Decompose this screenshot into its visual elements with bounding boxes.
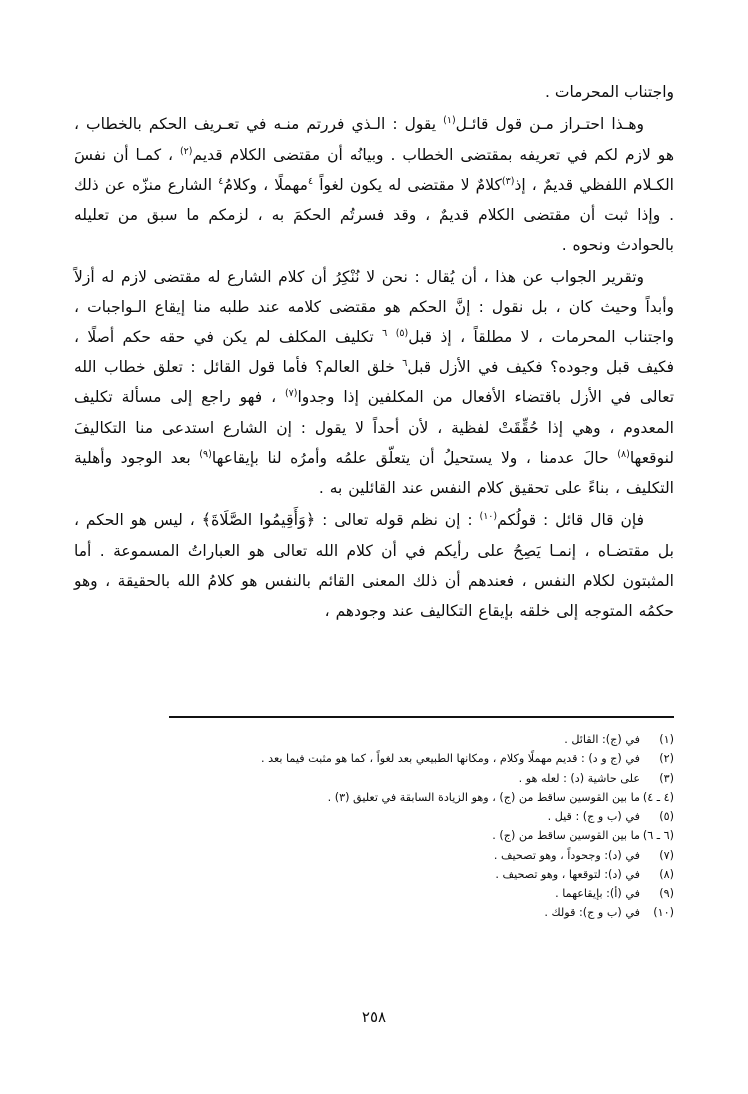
footnote-item bbox=[74, 846, 674, 865]
footnote-item bbox=[74, 807, 674, 826]
footnote-item bbox=[74, 730, 674, 749]
footnote-number: (٥) bbox=[659, 810, 674, 824]
footnote-item bbox=[74, 826, 674, 845]
footnote-item bbox=[74, 884, 674, 903]
footnote-text: في (ج): القائل . bbox=[564, 733, 640, 746]
footnote-number: (١) bbox=[659, 733, 674, 746]
footnotes-block bbox=[74, 730, 674, 923]
paragraph: فإن قال قائل : قولُكم$^{(١٠)}$ : إن نظم قوله تعالى : ﴿وَأَقِيمُوا الصَّلَاةَ﴾ ، ليس هو الحكم ، بل مقتضـاه ، إنمـا يَصِحُ على رأيكم في أن كلام الله تعالى هو العباراتُ المسموعة . أما المثبتون لكلام النفس ، فعندهم أن ذلك المعنى القائم بالنفس هو كلامُ الله بالحقيقة ، وهو حكمُه المتوجه إلى خلقه بإيقاع التكاليف عند وجودهم ، bbox=[74, 510, 674, 620]
footnote-text: ما بين القوسين ساقط من (ج) ، وهو الزيادة السابقة في تعليق (٣) . bbox=[327, 790, 640, 804]
footnote-number: (٣) bbox=[659, 771, 674, 785]
footnote-number: (٦ ـ ٦) bbox=[642, 829, 674, 843]
footnote-text: ما بين القوسين ساقط من (ج) . bbox=[492, 829, 640, 843]
page-content bbox=[74, 78, 674, 627]
footnote-text: في (ب و ج): قولك . bbox=[544, 906, 640, 920]
footnote-item bbox=[74, 865, 674, 884]
footnote-text: في (أ): بإيقاعهما . bbox=[555, 887, 640, 901]
footnote-item bbox=[74, 749, 674, 768]
footnote-separator bbox=[169, 716, 674, 718]
paragraph: وهـذا احتـراز مـن قول قائـل$^{(١)}$ يقول : الـذي فررتم منـه في تعـريف الحكم بالخطاب ، هو لازم لكم في تعريفه بمقتضى الخطاب . وبيانُه أن مقتضى الكلام قديم$^{(٢)}$ ، كمـا أن نفسَ الكـلام اللفظي قديمٌ ، إذ$^{(٣)}$كلامٌ لا مقتضى له يكون لغواً $^٤$مهملًا ، وكلامُ$^٤$ الشارع منزّه عن ذلك . وإذا ثبت أن مقتضى الكلام قديمٌ ، وقد فسرتُم الحكمَ به ، لزمكم ما سبق من تعليله بالحوادث ونحوه . bbox=[74, 115, 674, 255]
footnote-item bbox=[74, 769, 674, 788]
footnote-number: (٨) bbox=[659, 867, 674, 881]
footnote-number: (٢) bbox=[659, 752, 674, 766]
footnote-item bbox=[74, 788, 674, 807]
footnote-item bbox=[74, 903, 674, 922]
footnote-text: في (ج و د) : قديم مهملًا وكلام ، ومكانها الطبيعي بعد لغواً ، كما هو مثبت فيما بعد . bbox=[260, 752, 640, 766]
footnote-text: في (د): وجحوداً ، وهو تصحيف . bbox=[493, 848, 640, 862]
footnote-text: على حاشية (د) : لعله هو . bbox=[518, 771, 640, 785]
paragraph: وتقرير الجواب عن هذا ، أن يُقال : نحن لا نُنْكِرُ أن كلام الشارع له مقتضى لازم له أزلاً وأبداً وحيث كان ، بل نقول : إنَّ الحكم هو مقتضى كلامه عند طلبه منا إيقاع الـواجبات ، واجتناب المحرمات ، لا مطلقاً ، إذ قبل$^{(٥)}$ $^٦$ تكليف المكلف لم يكن في حقه حكم أصلًا ، فكيف قبل وجوده؟ فكيف في الأزل قبل$^٦$ خلق العالم؟ فأما قول القائل : تعلق خطاب الله تعالى في الأزل باقتضاء الأفعال من المكلفين إذا وجدوا$^{(٧)}$ ، فهو راجع إلى مسألة تكليف المعدوم ، وهي إذا حُقِّقَتْ لفظية ، لأن أحداً لا يقول : إن الشارع استدعى منا التكاليفَ لنوقعها$^{(٨)}$ حالَ عدمنا ، ولا يستحيلُ أن يتعلّق علمُه وأمرُه لنا بإيقاعها$^{(٩)}$ بعد الوجود وأهلية التكليف ، بناءً على تحقيق كلام النفس عند القائلين به . bbox=[74, 267, 675, 498]
footnote-text: في (ب و ج) : قيل . bbox=[547, 810, 640, 824]
catchline: واجتناب المحرمات . bbox=[545, 83, 674, 101]
body-text bbox=[74, 109, 674, 626]
footnote-number: (٧) bbox=[659, 848, 674, 862]
footnote-number: (١٠) bbox=[653, 906, 674, 920]
footnote-number: (٤ ـ ٤) bbox=[642, 790, 674, 804]
footnote-text: في (د): لتوقعها ، وهو تصحيف . bbox=[495, 867, 640, 881]
footnote-number: (٩) bbox=[659, 887, 674, 901]
page-number: ٢٥٨ bbox=[361, 1008, 387, 1026]
